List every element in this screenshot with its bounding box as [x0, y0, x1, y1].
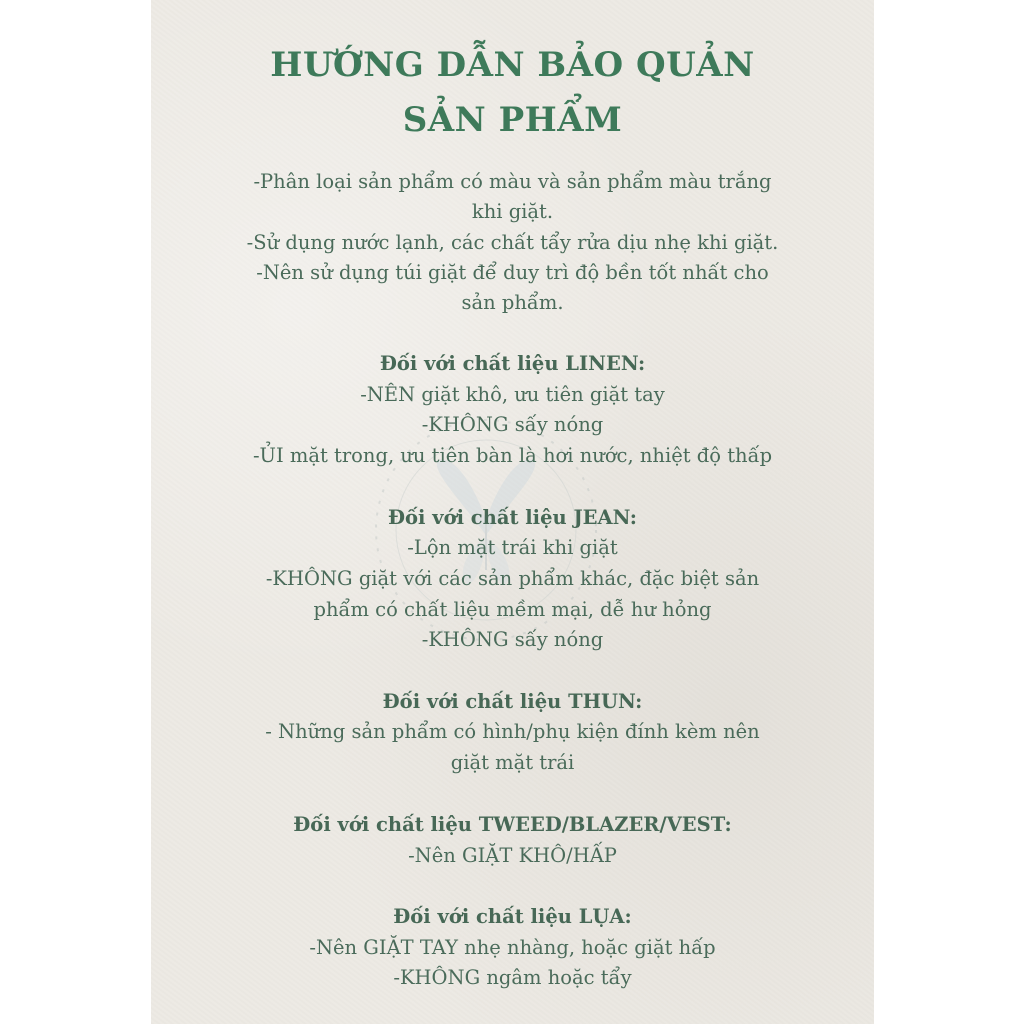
intro-line: sản phẩm. [461, 291, 564, 314]
intro-line: -Sử dụng nước lạnh, các chất tẩy rửa dịu nhẹ khi giặt. [246, 231, 779, 254]
section-line: -KHÔNG ngâm hoặc tẩy [393, 966, 632, 989]
section-heading-tweed-blazer-vest: Đối với chất liệu TWEED/BLAZER/VEST: [293, 813, 732, 836]
section-line: -KHÔNG sấy nóng [421, 628, 604, 651]
section-line: -KHÔNG giặt với các sản phẩm khác, đặc biệt sản [265, 567, 760, 590]
section-line: -Nên GIẶT KHÔ/HẤP [408, 844, 617, 867]
care-instructions-card [151, 0, 874, 1024]
intro-line: -Nên sử dụng túi giặt để duy trì độ bền tốt nhất cho [256, 261, 769, 284]
section-heading-jean: Đối với chất liệu JEAN: [388, 506, 637, 529]
section-line: - Những sản phẩm có hình/phụ kiện đính kèm nên [265, 720, 760, 743]
page-title-line-1: HƯỚNG DẪN BẢO QUẢN [270, 45, 755, 85]
section-line: -KHÔNG sấy nóng [421, 413, 604, 436]
section-heading-thun: Đối với chất liệu THUN: [382, 690, 643, 713]
page-title-line-2: SẢN PHẨM [402, 100, 623, 140]
section-line: -NÊN giặt khô, ưu tiên giặt tay [360, 383, 665, 406]
section-line: -Nên GIẶT TAY nhẹ nhàng, hoặc giặt hấp [309, 936, 716, 959]
section-line: giặt mặt trái [450, 751, 575, 774]
section-heading-linen: Đối với chất liệu LINEN: [379, 352, 646, 375]
section-line: phẩm có chất liệu mềm mại, dễ hư hỏng [313, 598, 712, 621]
section-heading-lua: Đối với chất liệu LỤA: [393, 905, 632, 928]
section-line: -Lộn mặt trái khi giặt [407, 536, 618, 559]
section-line: -ỦI mặt trong, ưu tiên bàn là hơi nước, nhiệt độ thấp [252, 444, 773, 467]
intro-line: khi giặt. [471, 200, 554, 223]
butterfly-logo-watermark [356, 400, 616, 660]
intro-line: -Phân loại sản phẩm có màu và sản phẩm màu trắng [253, 170, 772, 193]
